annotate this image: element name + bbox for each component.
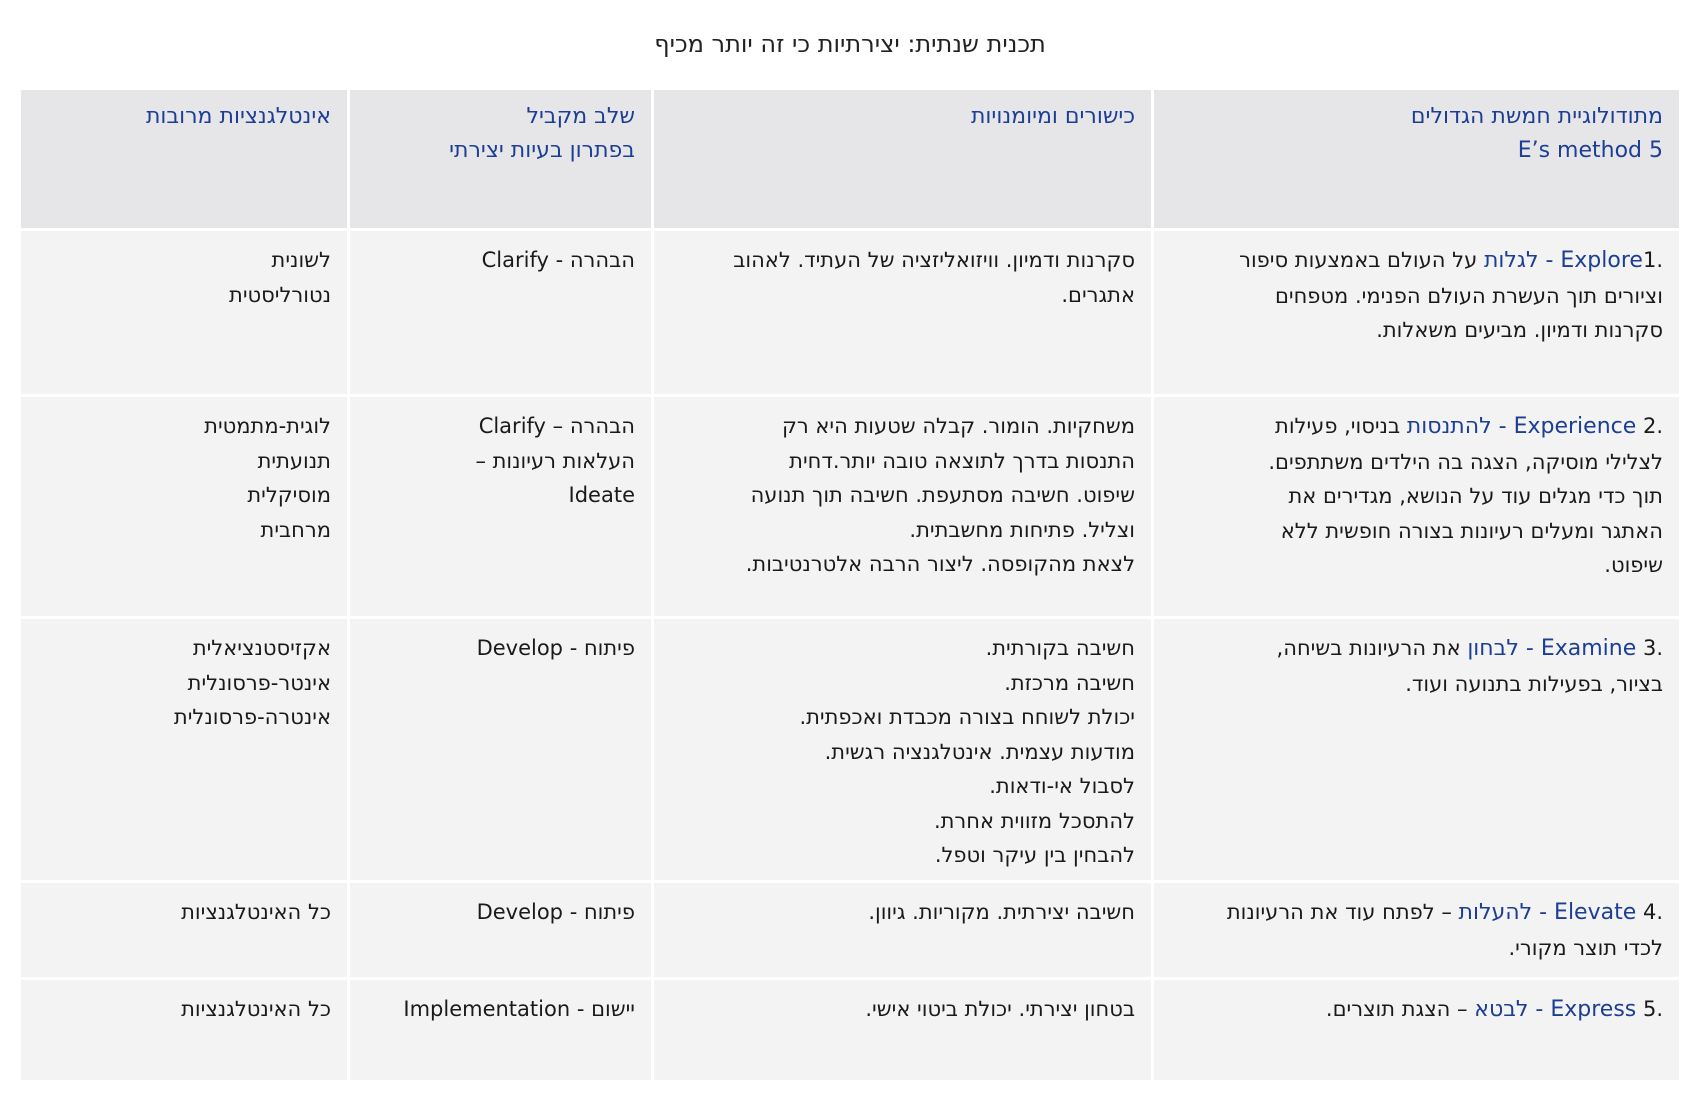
skill-line: בטחון יצירתי. יכולת ביטוי אישי. xyxy=(865,997,1135,1021)
intelligence-item: נטורליסטית xyxy=(229,282,331,307)
row4-intelligences xyxy=(21,883,347,977)
row4-parallel xyxy=(350,883,651,977)
method-name: Elevate - להעלות xyxy=(1458,900,1637,925)
skill-line: התנסות בדרך לתוצאה טובה יותר.דחית xyxy=(789,448,1135,473)
row1-method xyxy=(1154,231,1679,394)
skill-line: יכולת לשוחח בצורה מכבדת ואכפתית. xyxy=(799,705,1135,729)
intelligence-item: מרחבית xyxy=(260,517,331,542)
method-name: Examine - לבחון xyxy=(1467,636,1637,661)
row5-skills xyxy=(654,980,1151,1080)
method-text: לצלילי מוסיקה, הצגה בה הילדים משתתפים. xyxy=(1268,449,1663,474)
skill-line: שיפוט. חשיבה מסתעפת. חשיבה תוך תנועה xyxy=(750,483,1135,507)
skill-line: סקרנות ודמיון. וויזואליזציה של העתיד. לאהוב xyxy=(733,248,1135,272)
header-skills xyxy=(654,90,1151,228)
skill-line: משחקיות. הומור. קבלה שטעות היא רק xyxy=(781,414,1135,438)
skill-line: להתסכל מזווית אחרת. xyxy=(933,808,1135,833)
method-text: – הצגת תוצרים. xyxy=(1325,997,1475,1021)
plan-table xyxy=(21,90,1679,1075)
intelligence-item: כל האינטלגנציות xyxy=(181,997,331,1021)
method-text: האתגר ומעלים רעיונות בצורה חופשית ללא xyxy=(1280,518,1663,543)
header-parallel-line: שלב מקביל xyxy=(526,104,635,129)
method-number: 2. xyxy=(1642,414,1663,438)
method-text: תוך כדי מגלים עוד על הנושא, מגדירים את xyxy=(1288,484,1663,508)
method-text: בניסוי, פעילות xyxy=(1275,414,1407,438)
row5-intelligences xyxy=(21,980,347,1080)
method-number: 3. xyxy=(1642,636,1663,660)
intelligence-item: תנועתית xyxy=(257,448,331,473)
parallel-stage: יישום - Implementation xyxy=(403,997,635,1021)
intelligence-item: אקזיסטנציאלית xyxy=(192,636,331,660)
row4-method xyxy=(1154,883,1679,977)
method-line xyxy=(1170,243,1663,279)
row3-skills xyxy=(654,619,1151,880)
row5-parallel xyxy=(350,980,651,1080)
method-number: 1. xyxy=(1642,248,1663,272)
method-text: סקרנות ודמיון. מביעים משאלות. xyxy=(1376,318,1663,342)
intelligence-item: אינטר-פרסונלית xyxy=(187,670,331,695)
row2-method xyxy=(1154,397,1679,616)
method-text: שיפוט. xyxy=(1604,553,1663,577)
method-line xyxy=(1170,409,1663,445)
method-name: Explore - לגלות xyxy=(1483,248,1643,273)
skill-line: חשיבה בקורתית. xyxy=(985,636,1135,660)
row1-parallel xyxy=(350,231,651,394)
method-line xyxy=(1170,631,1663,667)
method-number: 4. xyxy=(1642,900,1663,924)
parallel-stage: הבהרה – Clarify xyxy=(478,414,635,438)
page-title: תכנית שנתית: יצירתיות כי זה יותר מכיף xyxy=(654,30,1046,58)
parallel-stage: Ideate xyxy=(568,483,635,507)
parallel-stage: הבהרה - Clarify xyxy=(481,248,635,272)
header-method-line: מתודולוגיית חמשת הגדולים xyxy=(1410,104,1663,129)
method-line xyxy=(1170,992,1663,1028)
parallel-stage: העלאות רעיונות – xyxy=(475,448,635,473)
row2-parallel xyxy=(350,397,651,616)
header-intelligences xyxy=(21,90,347,228)
row2-skills xyxy=(654,397,1151,616)
skill-line: להבחין בין עיקר וטפל. xyxy=(934,843,1135,867)
method-text: וציורים תוך העשרת העולם הפנימי. מטפחים xyxy=(1274,283,1663,308)
skill-line: מודעות עצמית. אינטלגנציה רגשית. xyxy=(824,739,1135,764)
skill-line: לסבול אי-ודאות. xyxy=(989,774,1135,798)
skill-line: חשיבה מרכזת. xyxy=(1004,670,1135,695)
intelligence-item: אינטרה-פרסונלית xyxy=(173,705,331,729)
header-method-line: 5 E’s method xyxy=(1517,138,1663,163)
row3-method xyxy=(1154,619,1679,880)
parallel-stage: פיתוח - Develop xyxy=(476,636,635,660)
skill-line: לצאת מהקופסה. ליצור הרבה אלטרנטיבות. xyxy=(745,552,1135,576)
row1-intelligences xyxy=(21,231,347,394)
header-intelligences-label: אינטלגנציות מרובות xyxy=(145,104,331,129)
method-text: בציור, בפעילות בתנועה ועוד. xyxy=(1405,671,1663,696)
header-parallel-line: בפתרון בעיות יצירתי xyxy=(449,138,635,163)
intelligence-item: לוגית-מתמטית xyxy=(204,414,331,438)
method-text: על העולם באמצעות סיפור xyxy=(1239,248,1484,272)
method-name: Express - לבטא xyxy=(1474,997,1637,1022)
header-parallel xyxy=(350,90,651,228)
skill-line: וצליל. פתיחות מחשבתית. xyxy=(909,517,1135,542)
skill-line: חשיבה יצירתית. מקוריות. גיוון. xyxy=(868,900,1135,924)
row2-intelligences xyxy=(21,397,347,616)
method-text: לכדי תוצר מקורי. xyxy=(1508,935,1663,960)
intelligence-item: לשונית xyxy=(271,248,331,272)
row1-skills xyxy=(654,231,1151,394)
method-name: Experience - להתנסות xyxy=(1406,414,1637,439)
header-skills-label: כישורים ומיומנויות xyxy=(970,104,1135,129)
row3-parallel xyxy=(350,619,651,880)
method-line xyxy=(1170,895,1663,931)
intelligence-item: מוסיקלית xyxy=(247,483,331,507)
parallel-stage: פיתוח - Develop xyxy=(476,900,635,924)
skill-line: אתגרים. xyxy=(1061,282,1135,307)
method-number: 5. xyxy=(1642,997,1663,1021)
header-method xyxy=(1154,90,1679,228)
method-text: – לפתח עוד את הרעיונות xyxy=(1226,900,1459,924)
intelligence-item: כל האינטלגנציות xyxy=(181,900,331,924)
row4-skills xyxy=(654,883,1151,977)
row3-intelligences xyxy=(21,619,347,880)
method-text: את הרעיונות בשיחה, xyxy=(1276,636,1468,660)
row5-method xyxy=(1154,980,1679,1080)
